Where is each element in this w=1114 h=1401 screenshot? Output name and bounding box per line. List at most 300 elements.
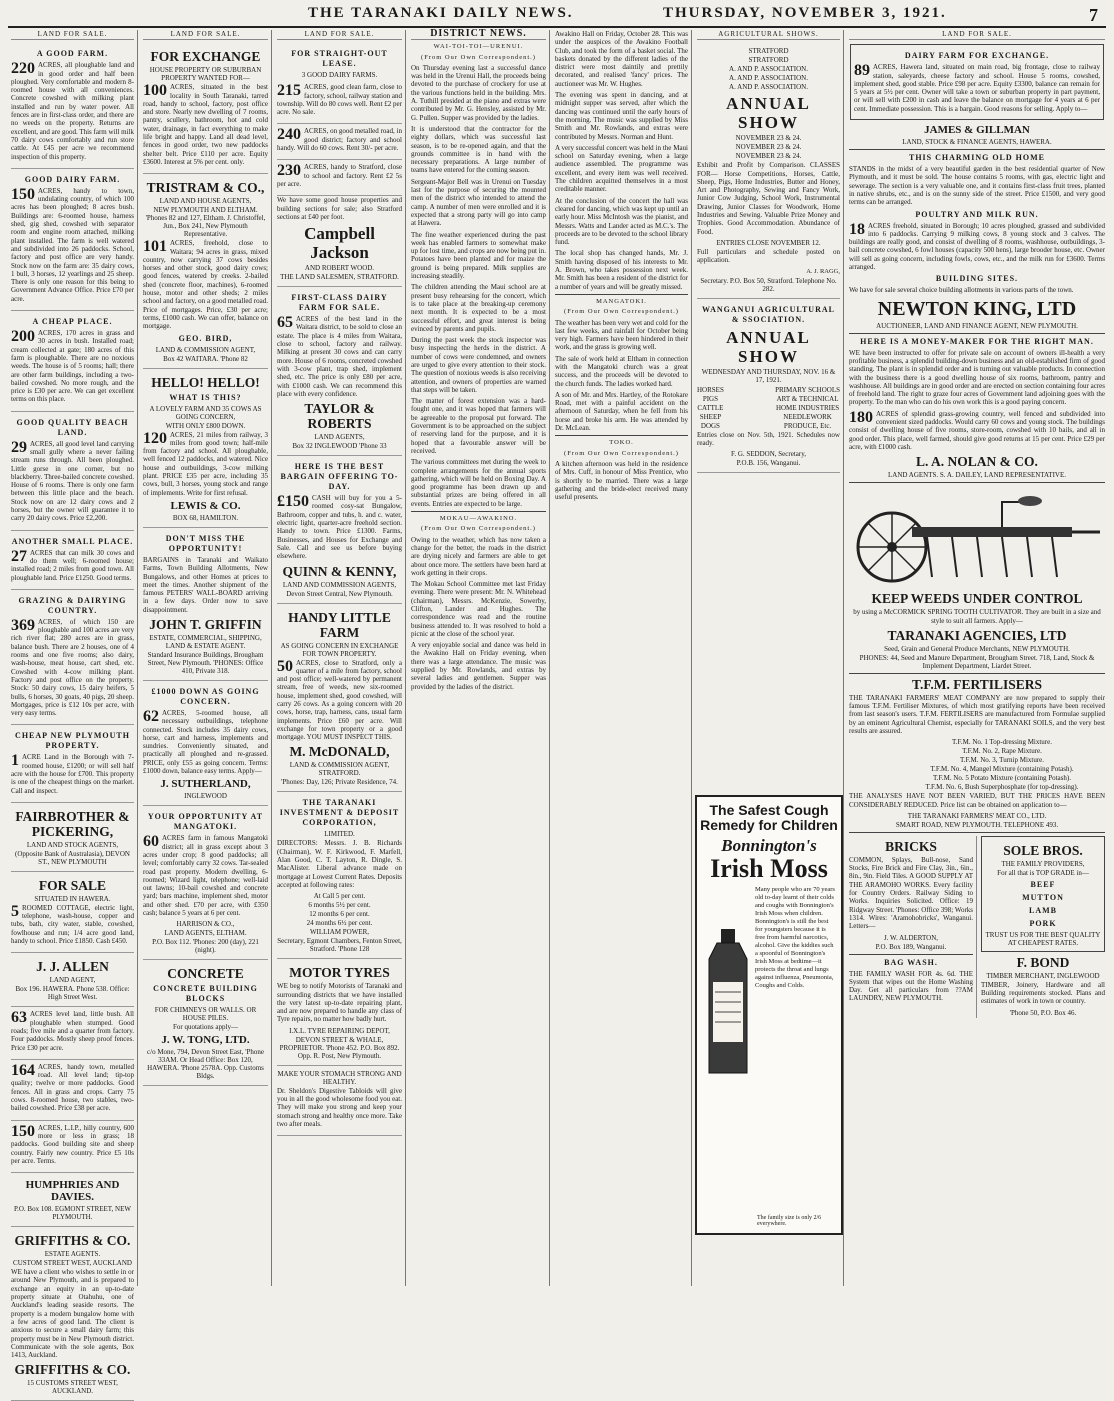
concrete-ad bbox=[143, 960, 268, 1086]
agent-name: M. McDONALD, bbox=[289, 744, 390, 760]
agent-name: AND ROBERT WOOD. bbox=[304, 264, 375, 273]
class-item: NEEDLEWORK bbox=[783, 412, 832, 421]
agent-name: FAIRBROTHER & PICKERING, bbox=[15, 808, 130, 839]
rate-row: 6 months 5½ per cent. bbox=[308, 901, 371, 910]
concern-ad bbox=[143, 681, 268, 806]
ad-text: ACRES, of which 150 are ploughable and 100 acres are very rich river flat; 280 acres are in grass, balance bush. There are 2 houses, one of 4 rooms and one five rooms; also dairy, wash-house, meat house, cart shed, etc. Cowshed with 4-cow milking plant. Factory and post office on the property. Stock: 50 dairy cows, 15 dairy heifers, 5 bulls, 6 horses, 30 goats, 40 pigs, 20 sheep. Mortgages, price is £12 10s per acre, with very easy terms. bbox=[11, 617, 134, 718]
agent-role: LAND AND HOUSE AGENTS, bbox=[159, 197, 252, 206]
ad-body bbox=[277, 163, 402, 188]
rates-list bbox=[277, 892, 402, 927]
agent-address: (Opposite Bank of Australasia), DEVON ST., NEW PLYMOUTH bbox=[15, 849, 130, 866]
agent-name: THE TARANAKI FARMERS' MEAT CO., LTD. bbox=[907, 811, 1047, 820]
wanganui-show-ad bbox=[697, 299, 840, 474]
agent-address: BOX 68, HAMILTON. bbox=[172, 513, 239, 522]
ad-subheading: THE FAMILY PROVIDERS, bbox=[1001, 859, 1085, 868]
secretary-name: F. G. SEDDON, Secretary, bbox=[730, 450, 806, 459]
bargain-ad bbox=[277, 456, 402, 603]
article-body: A kitchen afternoon was held in the residence of Mrs. Cuff, in honour of Miss Prentice, who is shortly to be married. There was a large gathering and the bride-elect received many useful presents. bbox=[555, 459, 688, 502]
ad-body bbox=[11, 440, 134, 523]
ad-text: ACRES freehold, situated in Borough; 10 acres ploughed, grassed and subdivided into 6 paddocks. Carrying 9 milking cows, 8 young stock and 3 calves. The buildings are really good, and consist of dwelling of 8 rooms, washhouse, outbuildings, 3-bail concrete cowshed, 6 fowl houses (capacity 500 hens), large brooder house, etc. Owner will sell as going concern, including fowls, cows, etc., and the milk run for £3600. Terms arranged. bbox=[849, 221, 1105, 272]
opportunity-ad bbox=[143, 528, 268, 681]
agent-name: HUMPHRIES AND DAVIES. bbox=[25, 1179, 120, 1204]
ad-heading: CHEAP NEW PLYMOUTH PROPERTY. bbox=[15, 731, 130, 751]
agent-role: LAND AGENTS. S. A. DAILEY, LAND REPRESENTATIVE. bbox=[887, 471, 1066, 480]
paragraph: Awakino Hall on Friday, October 28. This was under the auspices of the Awakino Football Club, and took the form of a basket social. The baskets donated by the different ladies of the district were most daintily and prettily decorated, and realised 'fancy' prices. The auctioneer was Mr. W. Hughes. bbox=[555, 30, 688, 88]
ad-text: We have for sale several choice building allotments in various parts of the town. bbox=[849, 286, 1074, 295]
agent-address: Box 32 INGLEWOOD 'Phone 33 bbox=[292, 442, 387, 451]
acreage: 65 bbox=[277, 314, 293, 332]
acreage: 150 bbox=[11, 1122, 35, 1140]
classified-ad bbox=[11, 311, 134, 412]
article-body bbox=[555, 319, 688, 433]
ad-heading: FIRST-CLASS DAIRY FARM FOR SALE. bbox=[291, 293, 388, 313]
class-item: SHEEP bbox=[699, 412, 722, 421]
column-heading: LAND FOR SALE. bbox=[277, 30, 402, 40]
ad-text: ACRES, L.I.P., hilly country, 600 more or less in grass; 18 paddocks. Good building site and sheep country. Fairly new country. Price £5 10s per acre. Terms. bbox=[11, 1123, 134, 1165]
agent-address: P.O. Box 189, Wanganui. bbox=[875, 942, 947, 951]
acreage: 5 bbox=[11, 902, 19, 920]
ad-heading: YOUR OPPORTUNITY AT MANGATOKI. bbox=[147, 812, 264, 832]
acreage: 164 bbox=[11, 1061, 35, 1079]
fertiliser-item: T.F.M. No. 2, Rape Mixture. bbox=[962, 747, 1042, 756]
ad-heading: £1000 DOWN AS GOING CONCERN. bbox=[151, 686, 260, 706]
show-title: ANNUAL SHOW bbox=[726, 94, 811, 133]
paragraph: A very enjoyable social and dance was held in the Awakino Hall on Friday evening, when there was a large attendance. The music was supplied by Mr. Rowlands, and extras by several ladies and gentlemen. Supper was provided by the ladies of the district. bbox=[411, 641, 546, 691]
ad-heading: T.F.M. FERTILISERS bbox=[911, 676, 1043, 692]
ad-heading: DAIRY FARM FOR EXCHANGE. bbox=[904, 51, 1050, 61]
investment-ad bbox=[277, 792, 402, 959]
ad-heading: HELLO! HELLO! bbox=[151, 374, 260, 390]
agent-name: I.X.L. TYRE REPAIRING DEPOT, bbox=[289, 1026, 390, 1035]
ad-body bbox=[277, 127, 402, 152]
agent-ad bbox=[11, 1227, 134, 1401]
ad-text: Entries close on Nov. 5th, 1921. Schedules now ready. bbox=[697, 430, 840, 448]
agent-address: c/o Mone, 794, Devon Street East, 'Phone 33AM. Or Head Office: Box 120, HAWERA. 'Phone 2578A. Opp. Customs Bldgs. bbox=[147, 1048, 264, 1081]
ad-text: by using a McCORMICK SPRING TOOTH CULTIVATOR. They are built in a size and style to suit all farmers. Apply— bbox=[853, 608, 1101, 625]
ad-text: BARGAINS in Taranaki and Waikato Farms, Town Building Allotments, New Bungalows, and other Homes at prices to meet the times. Another shipment of the famous PETERS' WALL-BOARD arriving in a few days. Order now to save disappointment. bbox=[143, 555, 268, 614]
agent-role: LAND & COMMISSION AGENT, STRATFORD. bbox=[289, 761, 390, 778]
acreage: 62 bbox=[143, 707, 159, 725]
ad-body bbox=[11, 753, 134, 794]
agent-role: Seed, Grain and General Produce Merchants, NEW PLYMOUTH. bbox=[884, 644, 1070, 653]
price: £150 bbox=[277, 493, 309, 511]
ad-subheading: WITH ONLY £800 DOWN. bbox=[165, 421, 246, 430]
acreage: 60 bbox=[143, 833, 159, 851]
agent-role: ESTATE, COMMERCIAL, SHIPPING, LAND & ESTATE AGENT. bbox=[149, 633, 262, 650]
meat-list bbox=[985, 880, 1101, 929]
ad-text: ACRES, handy town, metalled road. All level land; tip-top quality; twelve or more paddocks. Good fences. All in grass and crops. Carry 75 cows. 8-roomed house, two stables, two-bailed cowshed. Price £38 per acre. bbox=[11, 1062, 134, 1113]
rate-row: At Call 5 per cent. bbox=[313, 892, 366, 901]
ad-text: Dr. Sheldon's Digestive Tabloids will give you in all the good wholesome food you eat. They will make you strong and keep your stomach strong and healthy once more. Take two after meals. bbox=[277, 1086, 402, 1128]
rate-row: 12 months 6 per cent. bbox=[309, 910, 370, 919]
paragraph: A very successful concert was held in the Maui school on Saturday evening, when a large audience assembled. The programme was excellent, and every item was well received. The children acquitted themselves in a most creditable manner. bbox=[555, 143, 688, 194]
paragraph: The children attending the Maui school are at present busy rehearsing for the concert, which is to take place at the breaking-up ceremony next month. It is expected to be a most successful effort, and great interest is being evinced by parents and pupils. bbox=[411, 283, 546, 333]
show-date: NOVEMBER 23 & 24. bbox=[735, 152, 802, 161]
paragraph: On Thursday evening last a successful dance was held in the Urenui Hall, the proceeds being devoted to the purchase of crockery for use at the various functions held in the building. Mrs. A. Tuthill presided at the piano and extras were contributed by Mr. G. Hensley, assisted by Mr. G. Pullen. Supper was provided by the ladies. bbox=[411, 63, 546, 122]
ad-text: ROOMED COTTAGE, electric light, telephone, wash-house, copper and tubs, bath, city water, stable, cowshed, fowlhouse and run; 1/4 acre good land, handy to school. Price £1850. Cash £450. bbox=[11, 903, 134, 946]
agent-address: Secretary, Egmont Chambers, Fenton Street, Stratford. 'Phone 128 bbox=[277, 937, 402, 954]
acreage: 29 bbox=[11, 438, 27, 456]
ad-text: ACRES, 5-roomed house, all necessary outbuildings, telephone connected. Stock includes 35 dairy cows, horse, cart and harness, implements and sundries. Conveniently situated, and practically all ploughed and re-grassed. PRICE, only £55 as going concern. Terms: £1000 down, balance easy terms. Apply— bbox=[143, 708, 268, 776]
ad-footer: The family size is only 2/6 everywhere. bbox=[757, 1215, 822, 1227]
agent-name: Campbell Jackson bbox=[304, 224, 375, 263]
acreage: 220 bbox=[11, 60, 35, 78]
agent-address: 'Phones: Day, 126; Private Residence, 74. bbox=[281, 778, 398, 787]
handy-farm-ad bbox=[277, 604, 402, 793]
acreage: 369 bbox=[11, 616, 35, 634]
article-title: TOKO. bbox=[609, 439, 634, 447]
ad-text: WE have been instructed to offer for private sale on account of owners ill-health a very profitable business, a splendid building-down business and an old-established firm of good standing. The plant is in splendid order and is turning out valuable products. In connection with the business there is a good dwelling house of six rooms, bathroom, pantry and washhouse. All buildings are in good order and are erected on section containing four acres of freehold land. The right to graze four acres of Government land adjoining goes with the property. To the man who can do his own work this is a good paying concern. bbox=[849, 348, 1105, 407]
acreage: 1 bbox=[11, 752, 19, 770]
ad-subheading: HOUSE PROPERTY OR SUBURBAN PROPERTY WANTED FOR— bbox=[149, 66, 262, 83]
paragraph: It is understood that the contractor for the eighty dollars, which was successful last season, is to be re-opened again, and that the grounds committee is in hand with the necessary preparations. A large number of teams have entered for the coming season. bbox=[411, 124, 546, 175]
ad-body bbox=[11, 187, 134, 303]
ad-heading: MOTOR TYRES bbox=[289, 965, 390, 981]
acreage: 200 bbox=[11, 328, 35, 346]
association-line: A. AND P. ASSOCIATION. bbox=[729, 65, 808, 74]
ad-text: Full particulars and schedule posted on application. bbox=[697, 247, 840, 265]
acreage: 215 bbox=[277, 82, 301, 100]
ad-heading: BRICKS bbox=[885, 838, 937, 854]
agent-name: J. W. ALDERTON, bbox=[883, 933, 939, 942]
classified-ad bbox=[11, 1121, 134, 1173]
paragraph: At the conclusion of the concert the hall was cleared for dancing, which was kept up until an early hour. Miss McIntosh was the pianist, and Messrs. Watts and Lander acted as M.C.'s. The proceeds are to be devoted to the school library fund. bbox=[555, 196, 688, 247]
ad-body bbox=[11, 549, 134, 582]
agent-role: LAND AGENT, bbox=[49, 976, 96, 985]
bricks-ad bbox=[849, 836, 977, 1018]
agent-name: LEWIS & CO. bbox=[170, 499, 241, 512]
ad-text: THE TARANAKI FARMERS' MEAT COMPANY are now prepared to supply their famous T.F.M. Fertiliser Mixtures, of which most gratifying reports have been received from last season's users. T.F.M. FERTILISERS are manufactured from Formulae supplied by an eminent Agricultural Chemist, especially for TARANAKI SOILS, and the very best results are assured. bbox=[849, 693, 1105, 735]
ad-text: ACRES, on good metalled road, in good district; factory and school handy. Will do 60 cows. Rent 30/- per acre. bbox=[277, 127, 402, 153]
ad-subheading: CONCRETE BUILDING BLOCKS bbox=[153, 984, 258, 1004]
agent-name: JOHN T. GRIFFIN bbox=[149, 616, 262, 632]
acreage: 100 bbox=[143, 82, 167, 100]
acreage: 240 bbox=[277, 126, 301, 144]
ad-text: ACRES, handy to town, undulating country, of which 100 acres has been ploughed; 8 acres bush. Buildings are: 6-roomed house, harness shed, gig shed, cowshed with separator room and engine room attached, milking plant installed. The farm is well watered and subdivided into 26 paddocks. School, factory and post office are very handy. Stock now on the farm are: 35 dairy cows, 1 bull, 3 horses, 12 yearlings and 25 sheep. There is only one reason for this being to Government Advance Office. Price £70 per acre. bbox=[11, 186, 134, 303]
agent-name: QUINN & KENNY, bbox=[282, 563, 397, 579]
page-number: 7 bbox=[1089, 5, 1100, 25]
article-title: WAI-TOI-TOI—URENUI. bbox=[433, 43, 524, 51]
meat-item: PORK bbox=[1029, 918, 1057, 928]
ad-heading: MAKE YOUR STOMACH STRONG AND HEALTHY. bbox=[277, 1069, 402, 1086]
agent-address: NEW PLYMOUTH AND ELTHAM. 'Phones 82 and 127, Eltham. J. Christoffel, Jun., Box 241, New Plymouth Representative. bbox=[145, 206, 266, 239]
class-list bbox=[775, 385, 840, 431]
class-item: PIGS bbox=[702, 394, 719, 403]
dairy-exchange-ad bbox=[850, 44, 1104, 120]
ad-text: ACRES, freehold, close to Waitara; 94 acres in grass, mixed country, now carrying 37 cows besides horses and other stock, good dairy cows; good fences, watered by creeks. 2-bailed shed (concrete floor, machines), 6-roomed house, motor and other sheds; 2 miles school and factory, on a good metalled road. Price of mortgages. Price, £30 per acre; terms, £1000 cash. We can offer, balance on mortgage. bbox=[143, 239, 268, 331]
article-title: MOKAU—AWAKINO. bbox=[439, 515, 518, 523]
paragraph: The evening was spent in dancing, and at midnight supper was served, after which the dancing was continued until the early hours of the morning. The music was supplied by Miss Smith and Mr. Rowlands, and extras were contributed by Messrs. Norman and Hunt. bbox=[555, 91, 688, 141]
ad-heading: THIS CHARMING OLD HOME bbox=[908, 153, 1045, 163]
sole-bros-box bbox=[981, 836, 1105, 952]
agent-name: GRIFFITHS & CO. bbox=[14, 1233, 131, 1249]
ad-text: ACRE Land in the Borough with 7-roomed house, £1200; or will sell half acre with the house for £700. This property is one of the cheapest things on the market. Call and inspect. bbox=[11, 753, 134, 795]
classified-ad bbox=[277, 80, 402, 124]
column-2 bbox=[140, 30, 272, 1286]
meat-item: LAMB bbox=[1029, 905, 1057, 915]
agent-name: F. BOND bbox=[1016, 954, 1070, 970]
ad-body bbox=[277, 83, 402, 116]
newspaper-title: THE TARANAKI DAILY NEWS. bbox=[308, 5, 574, 21]
column-heading: DISTRICT NEWS. bbox=[411, 30, 546, 40]
agent-address: THE LAND SALESMEN, STRATFORD. bbox=[280, 273, 399, 282]
column-heading: LAND FOR SALE. bbox=[11, 30, 134, 40]
ad-heading: FOR EXCHANGE bbox=[150, 49, 261, 65]
classified-list bbox=[277, 80, 402, 196]
bottle-icon bbox=[703, 927, 753, 1077]
ad-heading: POULTRY AND MILK RUN. bbox=[915, 209, 1039, 219]
classified-ad bbox=[277, 160, 402, 196]
class-item: PRODUCE, Etc. bbox=[783, 421, 832, 430]
class-item: HORSES bbox=[697, 385, 724, 394]
column-3 bbox=[274, 30, 406, 1286]
ad-text: ACRES, 21 miles from railway, 3 miles from good town; half-mile from factory and school. All ploughable, well fenced 12 paddocks, and watered. Nice house and outbuildings, 3-cow milking plant. PRICE £35 per acre, including 35 cows, bull, 3 horses, young stock and range of implements. Write for first refusal. bbox=[143, 430, 268, 497]
ad-heading: A GOOD FARM. bbox=[36, 49, 109, 59]
association-lines bbox=[697, 65, 840, 91]
ad-text: ACRES, 170 acres in grass and 30 acres in bush. Installed road; cream collected at gate; 180 acres of this farm is ploughable. There are no noxious weeds. The house is of 5 rooms; hall; there are other farm buildings, including a two-bailed cowshed. No more rough, and the price is £30 per acre. We can get excellent terms on this place. bbox=[11, 329, 134, 404]
agent-name: WILLIAM POWER, bbox=[309, 928, 370, 937]
paragraph: The matter of forest extension was a hard-fought one, and it was hoped that farmers will be agreeable to the proposal put forward. The Government is to be approached on the subject of reserving land for the purpose, and it is hoped that a favourable answer will be received. bbox=[411, 397, 546, 455]
ad-heading: ANOTHER SMALL PLACE. bbox=[11, 536, 134, 546]
ad-text: ACRES that can milk 30 cows and do them well; 6-roomed house; installed road; 2 miles from good town. All ploughable land. Price £1250. Good terms. bbox=[11, 548, 134, 582]
bottom-ads bbox=[849, 836, 1105, 1018]
class-item: ART & TECHNICAL bbox=[776, 394, 839, 403]
fertiliser-item: T.F.M. No. 5 Potato Mixture (containing Potash). bbox=[933, 774, 1071, 783]
ad-body bbox=[11, 618, 134, 718]
article-byline: (From Our Own Correspondent.) bbox=[564, 449, 679, 457]
agent-name: J. W. TONG, LTD. bbox=[161, 1034, 250, 1047]
paragraph: The Mokau School Committee met last Friday evening. There were present: Mr. N. Whitehead (chairman), Messrs. McKenzie, Sowerby, Clifton, Lander and Hughes. The correspondence was read and the routine business attended to. It was resolved to hold a picnic at the close of the school year. bbox=[411, 580, 546, 638]
ad-body bbox=[11, 61, 134, 161]
association-line: A. AND P. ASSOCIATION. bbox=[729, 74, 808, 83]
acreage: 63 bbox=[11, 1009, 27, 1027]
ad-heading: FOR STRAIGHT-OUT LEASE. bbox=[291, 49, 388, 69]
agent-address: Devon Street Central, New Plymouth. bbox=[286, 589, 393, 598]
ad-heading: GOOD QUALITY BEACH LAND. bbox=[16, 417, 129, 437]
ad-text: ACRES, all ploughable land and in good order and half been ploughed. Very comfortable and modern 8-roomed house with all conveniences. Concrete cowshed with milking plant installed and run by water power. All fences are in first-class order, and there are no weeds on the property. Returns are excellent, and are good. This farm will milk 70 dairy cows comfortably and run store cattle. At £45 per acre we recommend inspection of this property. bbox=[11, 61, 134, 161]
classified-ad bbox=[11, 43, 134, 169]
classified-ad bbox=[11, 169, 134, 311]
agent-name: J. J. ALLEN bbox=[36, 959, 109, 975]
classified-ad bbox=[11, 1060, 134, 1121]
agent-ad bbox=[11, 803, 134, 872]
paragraph: During the past week the stock inspector was busy inspecting the herds in the district. A number of cows were condemned, and owners are urged to give every attention to their stock. The question of noxious weeds is also receiving attention, and owners of properties are warned that steps will be taken. bbox=[411, 336, 546, 394]
ad-text: Many people who are 70 years old to-day learnt of their colds and coughs with Bonnington's Irish Moss when children. Bonnington's is still the best for youngsters because it is free from harmful narcotics, alcohol. Give the kiddies such a spoonful of Bonnington's Irish Moss at bedtime—it protects the throat and lungs against influenza, Pneumonia, Coughs and Colds. bbox=[755, 886, 835, 989]
cultivator-illustration bbox=[852, 487, 1102, 587]
ad-text: ACRES, good clean farm, close to factory, school, railway station and township. Will do 80 cows well. Rent £2 per acre. No sale. bbox=[277, 83, 402, 117]
ad-heading: GRAZING & DAIRYING COUNTRY. bbox=[18, 595, 127, 615]
exchange-ad bbox=[143, 43, 268, 174]
show-dates bbox=[697, 134, 840, 160]
paragraph: The local shop has changed hands, Mr. J. Smith having disposed of his interests to Mr. A. Brown, who takes possession next week. Mr. Smith has been a resident of the district for a number of years and will be greatly missed. bbox=[555, 249, 688, 291]
fertiliser-item: T.F.M. No. 4, Mangel Mixture (containing Potash). bbox=[930, 765, 1074, 774]
ad-body bbox=[11, 1010, 134, 1051]
dairy-ad bbox=[277, 287, 402, 456]
bonningtons-ad bbox=[695, 795, 843, 1235]
paragraph: Owing to the weather, which has now taken a change for the better, the roads in the district are drying nicely and farmers are able to get about once more. The settlers have been hard at work getting in their crops. bbox=[411, 535, 546, 577]
ad-body bbox=[11, 1124, 134, 1165]
show-dates: WEDNESDAY AND THURSDAY, NOV. 16 & 17, 1921. bbox=[701, 367, 836, 384]
fertiliser-item: T.F.M. No. 1 Top-dressing Mixture. bbox=[952, 738, 1052, 747]
product-name: Irish Moss bbox=[710, 854, 828, 883]
article-body bbox=[411, 536, 546, 691]
agent-address: 15 CUSTOMS STREET WEST, AUCKLAND. bbox=[27, 1379, 118, 1396]
article-body bbox=[411, 64, 546, 508]
ad-text: TRUST US FOR THE BEST QUALITY AT CHEAPEST RATES. bbox=[985, 930, 1101, 947]
ad-text: ACRES, Hawera land, situated on main road, big frontage, close to railway station, saleyards, cheese factory and school. House 5 rooms, cowshed, implement shed, good stable. Price £98 per acre. Equity £3300, balance can remain for 5 years at 5½ per cent. Owner will take a town or suburban property in part payment, or will sell with £200 in cash and leave the balance on mortgage for 4 years at 6 per cent. Immediate possession. This is a bargain. Good reasons for selling. Apply to— bbox=[854, 63, 1100, 113]
column-4 bbox=[408, 30, 550, 1286]
class-item: PRIMARY SCHOOLS bbox=[775, 385, 840, 394]
class-item: DOGS bbox=[700, 421, 720, 430]
acreage: 150 bbox=[11, 185, 35, 203]
agent-role: LAND AND STOCK AGENTS, bbox=[26, 840, 119, 849]
paragraph: The weather has been very wet and cold for the last few weeks, and rainfall for October being very high. Farmers have been hindered in their work, and the grass is growing well. bbox=[555, 318, 688, 352]
ad-heading: GOOD DAIRY FARM. bbox=[24, 174, 121, 184]
ad-text: We have some good house properties and building sections for sale; also Stratford sections at £40 per foot. bbox=[277, 196, 402, 221]
stratford-show-ad bbox=[697, 43, 840, 299]
ad-subheading: For quotations apply— bbox=[173, 1023, 238, 1032]
sole-bros-ad bbox=[981, 836, 1105, 1018]
fertiliser-item: T.F.M. No. 3, Turnip Mixture. bbox=[959, 756, 1045, 765]
acreage: 50 bbox=[277, 657, 293, 675]
association-line: A. AND P. ASSOCIATION. bbox=[729, 83, 808, 92]
classified-ad bbox=[11, 590, 134, 726]
ad-text: ACRES, handy to Stratford, close to school and factory. Rent £2 5s per acre. bbox=[277, 163, 402, 188]
column-heading: AGRICULTURAL SHOWS. bbox=[697, 30, 840, 40]
ad-headline: The Safest Cough Remedy for Children bbox=[700, 802, 838, 833]
ad-text: WE beg to notify Motorists of Taranaki and surrounding districts that we have installed the very latest up-to-date repairing plant, and are now prepared to handle any class of Tyre repairs, no matter how badly hurt. bbox=[277, 982, 402, 1024]
paragraph: The fine weather experienced during the past week has enabled farmers to somewhat make up for lost time, and crops are now being put in. Potatoes have been planted and for maize the ground is being prepared. Milk supplies are increasing steadily. bbox=[411, 230, 546, 281]
ad-subheading: SITUATED IN HAWERA. bbox=[34, 894, 111, 903]
agent-address: Box 42 WAITARA. 'Phone 82 bbox=[163, 354, 248, 363]
entries-close: ENTRIES CLOSE NOVEMBER 12. bbox=[716, 238, 821, 247]
classified-ad bbox=[11, 412, 134, 531]
ad-subheading: 3 GOOD DAIRY FARMS. bbox=[301, 71, 378, 80]
agent-address: INGLEWOOD bbox=[184, 792, 227, 801]
ad-heading: WANGANUI AGRICULTURAL & SSOCIATION. bbox=[702, 304, 835, 324]
secretary-name: A. J. RAGG, bbox=[806, 267, 840, 275]
agent-name: TAYLOR & ROBERTS bbox=[304, 401, 375, 432]
classified-ad bbox=[11, 531, 134, 590]
article-title: MANGATOKI. bbox=[596, 297, 647, 305]
ad-text: ACRES, all good level land carrying small gully where a never failing stream runs through. All been ploughed. Little gorse in one corner, but no blackberry. Three-bailed concrete cowshed. House of 6 rooms. There is only one farm between this little place and the beach. Stock now on are 12 dairy cows and 2 horses, but the owner will guarantee it to carry 20 dairy cows. Price £2,200. bbox=[11, 439, 134, 523]
acreage: 27 bbox=[11, 547, 27, 565]
ad-subheading: AS GOING CONCERN IN EXCHANGE FOR TOWN PROPERTY. bbox=[280, 641, 399, 658]
for-sale-ad bbox=[11, 872, 134, 953]
ad-body bbox=[11, 329, 134, 404]
secretary-address: P.O.B. 156, Wanganui. bbox=[736, 459, 801, 468]
column-heading: LAND FOR SALE. bbox=[143, 30, 268, 40]
ad-text: STANDS in the midst of a very beautiful garden in the best residential quarter of New Plymouth, and it must be sold. The house contains 5 rooms, with gas, electric light and sewerage. The section is a very valuable one, and it contains first-class fruit trees, planted in native shrubs, etc., and is on the sunny side of the street. Price £1500, and very good terms can be arranged. bbox=[849, 165, 1105, 207]
classified-ad bbox=[11, 1007, 134, 1059]
ad-heading: BUILDING SITES. bbox=[935, 274, 1019, 284]
ad-subheading: FOR CHIMNEYS OR WALLS. OR HOUSE PILES. bbox=[154, 1006, 257, 1023]
ad-body bbox=[11, 1063, 134, 1113]
classified-ad bbox=[11, 725, 134, 802]
ad-subheading: For all that is TOP GRADE in— bbox=[997, 868, 1089, 877]
ad-heading: HERE IS A MONEY-MAKER FOR THE RIGHT MAN. bbox=[860, 336, 1094, 346]
column-heading: LAND FOR SALE. bbox=[849, 30, 1105, 40]
stomach-ad bbox=[277, 1066, 402, 1136]
column-5 bbox=[552, 30, 692, 1286]
agent-name: TRISTRAM & CO., bbox=[146, 180, 265, 196]
article-byline: (From Our Own Correspondent.) bbox=[421, 53, 536, 61]
acreage: 180 bbox=[849, 408, 873, 426]
issue-date: THURSDAY, NOVEMBER 3, 1921. bbox=[663, 5, 947, 21]
acreage: 230 bbox=[277, 162, 301, 180]
ad-text: COMMON, Splays, Bull-nose, Sand Stocks, Fire Brick and Fire Clay, 3in., 6in., 8in., 9in. Field Tiles. A GOOD SUPPLY AT THE ARAMOHO WORKS. Every facility for Country Orders. Railway Siding to Works. Inquiries Solicited. Office: 19 Ridgway Street. 'Phones: Office 398; Works 1314. Wires: 'Aramohobricks', Wanganui. Letters— bbox=[849, 855, 973, 931]
agent-address: SMART ROAD, NEW PLYMOUTH. TELEPHONE 493. bbox=[895, 820, 1059, 829]
show-date: NOVEMBER 23 & 24. bbox=[735, 143, 802, 152]
ad-heading: DON'T MISS THE OPPORTUNITY! bbox=[165, 533, 246, 553]
agent-role: LAND AND COMMISSION AGENTS, bbox=[282, 580, 397, 589]
ad-text: WE have a client who wishes to settle in or around New Plymouth, and is prepared to exchange an equity in an up-to-date property situate at Otahuhu, one of Auckland's leading seaside resorts. The property is a modern bungalow home with a few acres of good land. The client is anxious to secure a small dairy farm; this property must be in New Plymouth district. Communicate with the sole agents, Box 1413, Auckland. bbox=[11, 1268, 134, 1360]
column-7 bbox=[846, 30, 1108, 1286]
article-byline: (From Our Own Correspondent.) bbox=[564, 308, 679, 316]
masthead bbox=[8, 2, 1106, 28]
lease-ad bbox=[277, 43, 402, 287]
ad-text: ACRES farm in famous Mangatoki district; all in grass except about 3 acres under crop; 8 good paddocks; all level; comfortably carry 32 cows. Tar-sealed road past property. Modern dwelling, 6-roomed; Wizard light, telephone; well-laid out lawns; 10-bail cowshed and concrete yard; bars machine, implement shed, motor and other shed. £70 per acre, with £350 cash; balance 5 years at 6 per cent. bbox=[143, 834, 268, 918]
acreage: 89 bbox=[854, 62, 870, 80]
meat-item: MUTTON bbox=[1022, 892, 1064, 902]
ad-subheading: A LOVELY FARM AND 35 COWS AS GOING CONCERN, bbox=[149, 404, 262, 421]
agent-role: LAND AGENTS, bbox=[314, 433, 365, 442]
brand-name: Bonnington's bbox=[721, 836, 817, 855]
agent-name: L. A. NOLAN & CO. bbox=[916, 454, 1038, 470]
fertiliser-item: T.F.M. No. 6, Bush Superphosphate (for top-dressing). bbox=[925, 783, 1079, 792]
agent-name: NEWTON KING, LTD bbox=[877, 297, 1077, 320]
ad-heading: KEEP WEEDS UNDER CONTROL bbox=[871, 591, 1083, 607]
agent-name: GEO. BIRD, bbox=[178, 333, 233, 343]
agent-address: PHONES: 44, Seed and Manure Department, Brougham Street. 718, Land, Stock & Implement Department, Liardet Street. bbox=[859, 653, 1095, 670]
agent-ad bbox=[11, 1173, 134, 1227]
paragraph: A son of Mr. and Mrs. Hartley, of the Rotokare Road, met with a painful accident on the afternoon of Saturday, when he fell from his horse and broke his arm. He was attended by Dr. McLean. bbox=[555, 390, 688, 433]
fertiliser-list bbox=[849, 738, 1105, 791]
article-byline: (From Our Own Correspondent.) bbox=[421, 525, 536, 533]
paragraph: The sale of work held at Eltham in connection with the Mangatoki church was a great success, and the proceeds will be devoted to the church funds. The ladies worked hard. bbox=[555, 354, 688, 388]
ad-text: DIRECTORS: Messrs. J. B. Richards (Chairman), W. F. Kirkwood, F. Marfell, Alan Good, C. T. Layton, R. Dingle, S. MacAlister. Liberal advance made on mortgage at Lowest Current Rates. Deposits accepted at following rates: bbox=[277, 839, 402, 889]
motor-tyres-ad bbox=[277, 959, 402, 1065]
class-lists bbox=[697, 385, 840, 431]
agent-ad bbox=[11, 953, 134, 1007]
hello-ad bbox=[143, 369, 268, 528]
ad-heading: CONCRETE bbox=[167, 966, 244, 982]
ad-subheading: LIMITED. bbox=[324, 830, 355, 839]
acreage: 101 bbox=[143, 238, 167, 256]
ad-text: THE FAMILY WASH FOR 4s. 6d. THE System that wipes out the Home Washing Day. Get all particulars from ??AM LAUNDRY, NEW PLYMOUTH. bbox=[849, 969, 973, 1003]
paragraph: The various committees met during the week to complete arrangements for the annual sports gathering, which will be held on Boxing Day. A good programme has been drawn up and substantial prizes are being offered in all events. Entries are expected to be large. bbox=[411, 458, 546, 508]
ad-heading: FOR SALE bbox=[38, 877, 107, 893]
ad-subheading: WHAT IS THIS? bbox=[169, 392, 242, 402]
mangatoki-ad bbox=[143, 806, 268, 960]
agent-address: P.O. Box 108. EGMONT STREET, NEW PLYMOUTH. bbox=[14, 1205, 131, 1222]
ad-heading: BAG WASH. bbox=[884, 957, 938, 967]
agent-address: CUSTOM STREET WEST, AUCKLAND bbox=[13, 1259, 132, 1268]
ad-heading: HERE IS THE BEST BARGAIN OFFERING TO-DAY. bbox=[280, 462, 399, 492]
ad-text: ACRES, situated in the best locality in South Taranaki, tarred road, handy to school, factory, post office and store. Nearly new dwelling of 7 rooms, pantry, scullery, bathroom, hot and cold water, drainage, in fact everything to make life bright and happy. Land all dead level, fences in good order, two new paddocks shelter belt. Price £110 per acre. Equity £3600. Interest at 5% per cent. only. bbox=[143, 83, 268, 166]
ad-heading: A CHEAP PLACE. bbox=[32, 317, 113, 327]
acreage: 120 bbox=[143, 429, 167, 447]
agent-address: Standard Insurance Buildings, Brougham Street, New Plymouth. 'PHONES: Office 410, Private 318. bbox=[147, 650, 264, 675]
agent-name: J. SUTHERLAND, bbox=[160, 778, 251, 791]
ad-text: ACRES of the best land in the Waitara district, to be sold to close an estate. The place is 4 miles from Waitara, close to school, factory and railway. Milking at present 30 cows and can carry more. House of 6 rooms, concreted cowshed with 3-cow plant, trap shed, implement shed, etc. The price is only £80 per acre, with £1000 cash. We can recommend this place with every confidence. bbox=[277, 315, 402, 398]
classified-list bbox=[11, 43, 134, 803]
agent-role: TIMBER MERCHANT, INGLEWOOD bbox=[986, 971, 1100, 980]
agent-address: Box 196. HAWERA. Phone 538. Office: High Street West. bbox=[15, 985, 130, 1002]
show-date: NOVEMBER 23 & 24. bbox=[735, 134, 802, 143]
ad-heading: HANDY LITTLE FARM bbox=[288, 609, 391, 640]
paragraph: Sergeant-Major Bell was in Urenui on Tuesday last for the purpose of securing the mounted men of the district who intended to attend the camp. A number of men were enrolled and it is expected that a strong party will go into camp at Hawera. bbox=[411, 177, 546, 228]
